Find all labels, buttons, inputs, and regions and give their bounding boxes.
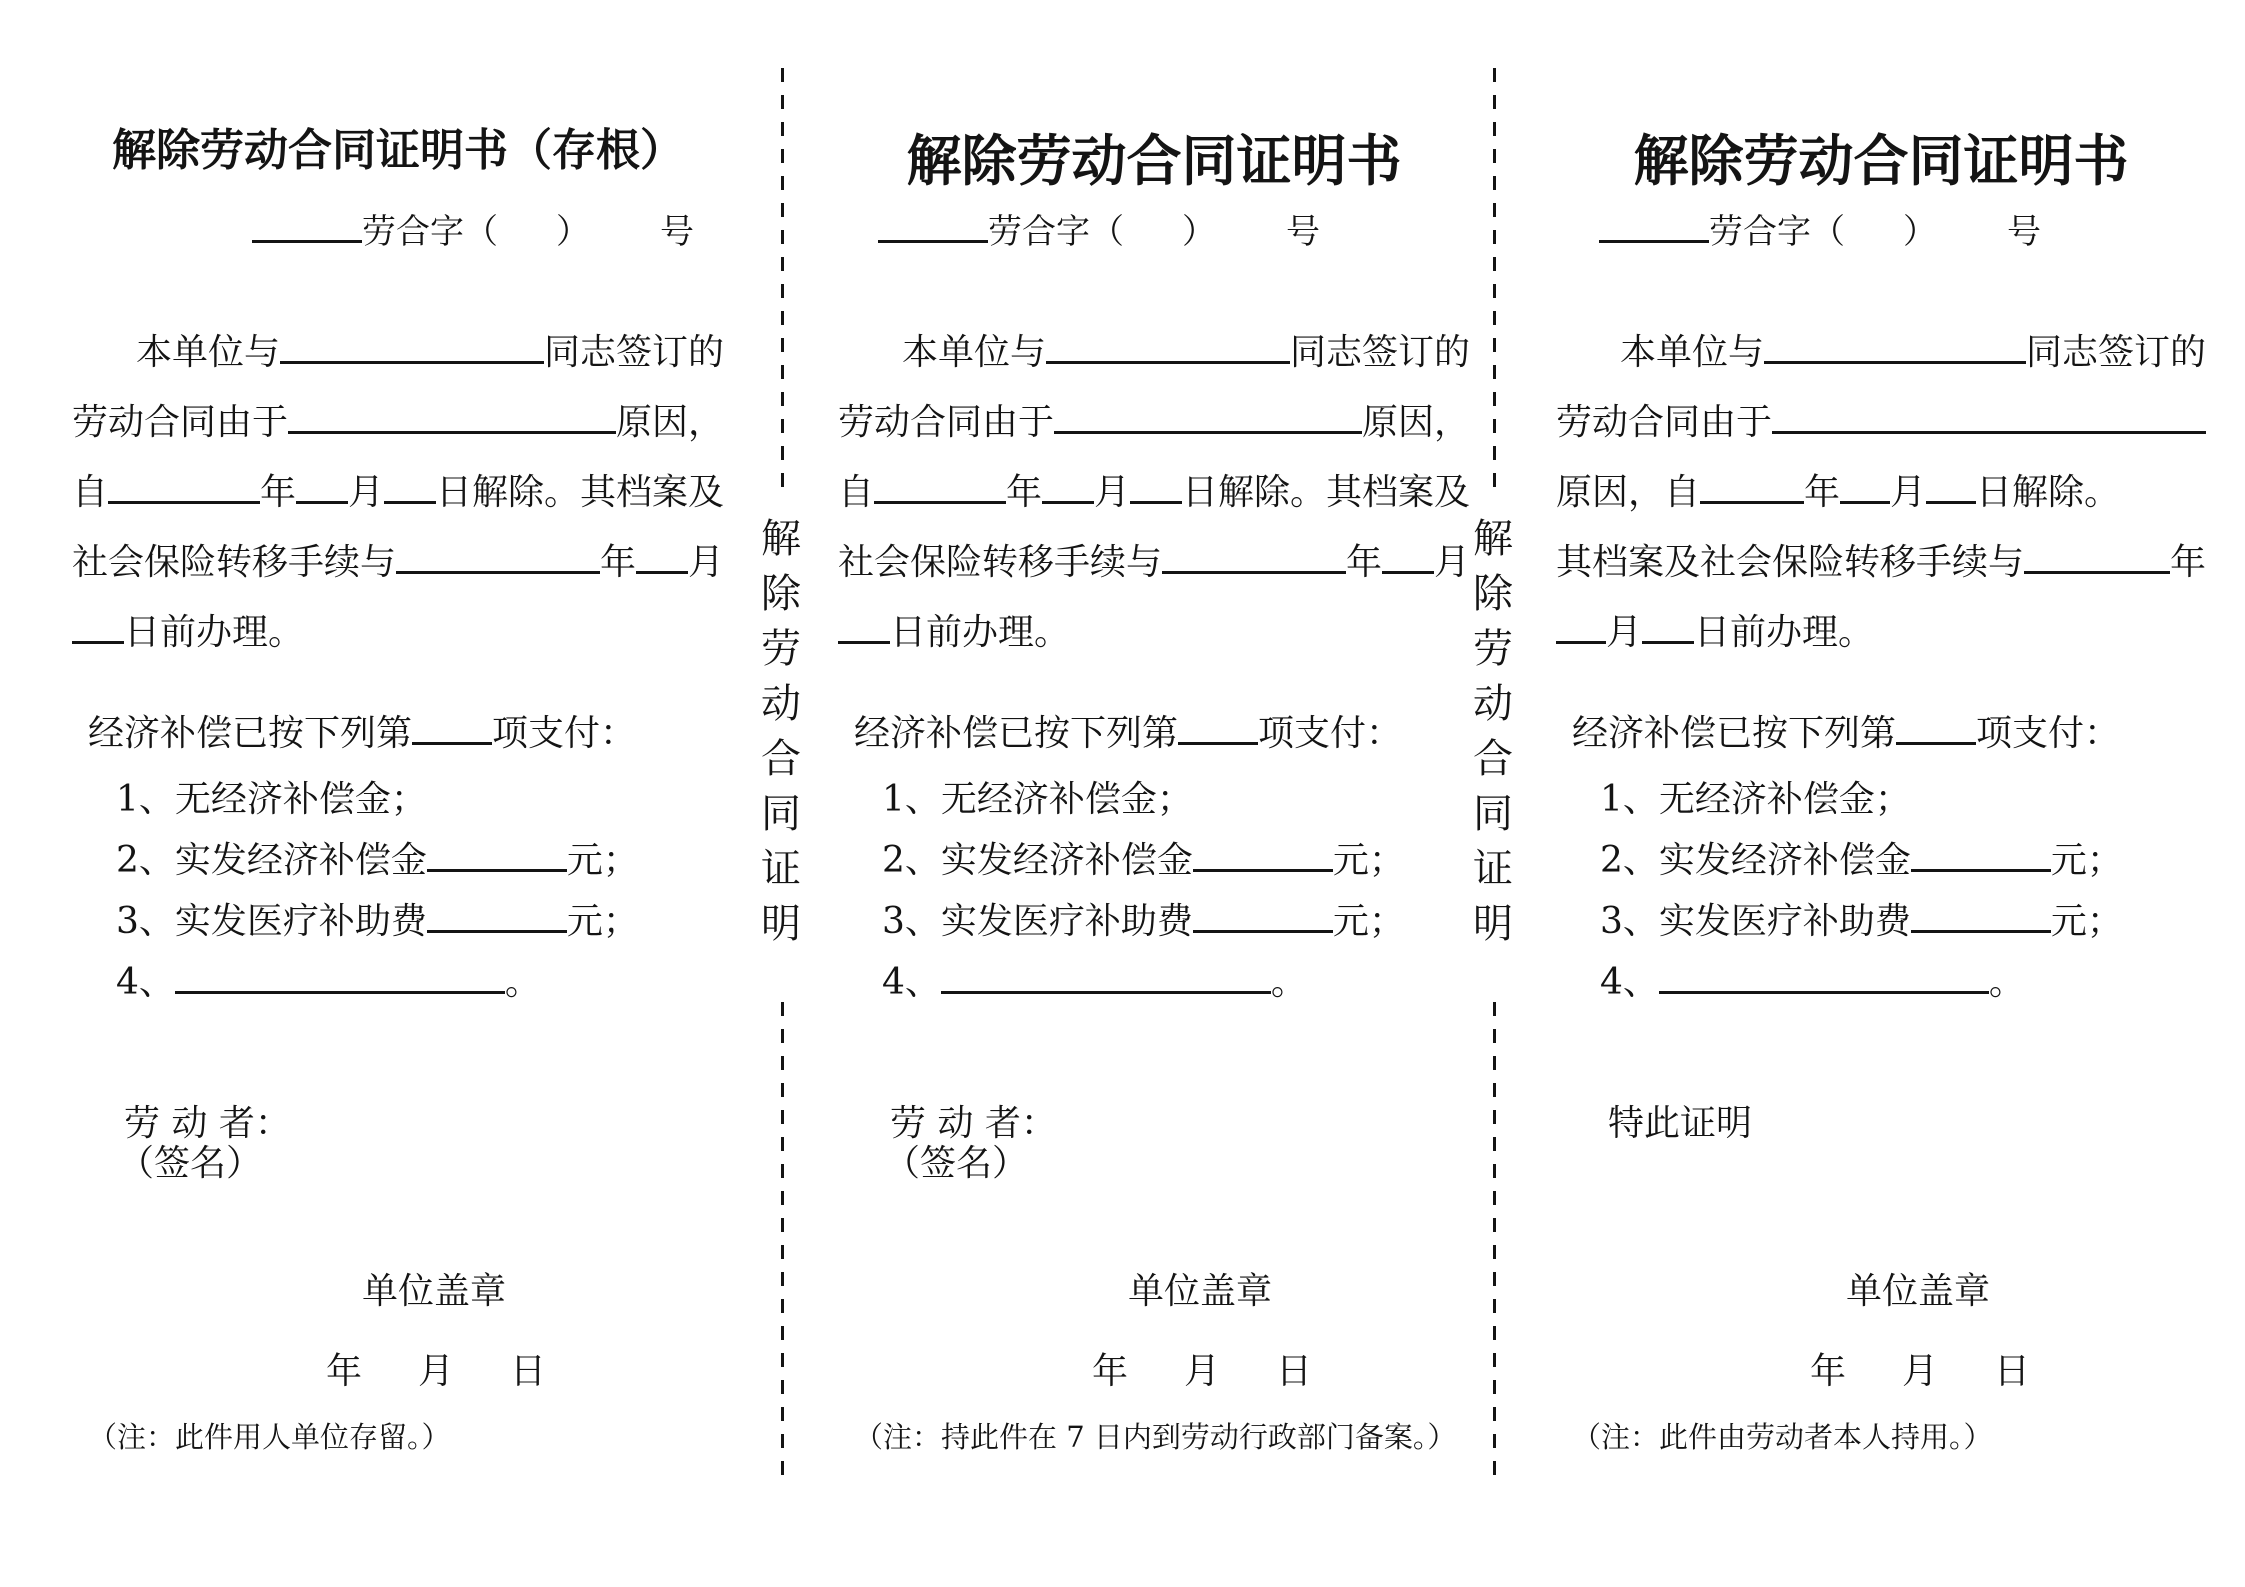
text-segment: 社会保险转移手续与	[838, 542, 1163, 583]
text-segment: 日前办理。	[890, 612, 1071, 653]
compensation-option-3	[1556, 892, 2206, 953]
blank-field[interactable]	[1193, 861, 1333, 872]
compensation-section	[72, 712, 724, 1014]
blank-field[interactable]	[1382, 563, 1434, 574]
text-segment: 年	[1345, 542, 1382, 583]
compensation-option-3	[838, 892, 1470, 953]
date-line	[72, 1350, 546, 1394]
blank-field[interactable]	[1642, 633, 1694, 644]
text-segment: 年	[1804, 472, 1841, 513]
text-segment: 4、	[1600, 962, 1659, 1003]
body-line	[72, 528, 724, 598]
body-line	[1556, 528, 2206, 598]
text-segment: 同志签订的	[2025, 332, 2206, 373]
worker-signature-label: 劳 动 者：	[124, 1103, 291, 1144]
text-segment: 本单位与	[1620, 332, 1765, 373]
body-paragraph	[72, 318, 724, 668]
text-segment: 本单位与	[136, 332, 281, 373]
text-segment: 经济补偿已按下列第	[88, 713, 413, 754]
body-line	[838, 388, 1470, 458]
text-segment: 项支付：	[1976, 713, 2121, 754]
text-segment: 劳合字（	[1709, 212, 1845, 252]
body-line	[72, 388, 724, 458]
compensation-option-4	[72, 953, 724, 1014]
spacer	[1937, 242, 2007, 243]
page-title: 解除劳动合同证明书	[906, 127, 1402, 193]
unit-seal-label: 单位盖章	[1846, 1271, 1991, 1312]
text-segment: 2、实发经济补偿金	[116, 840, 427, 881]
text-segment: 日	[1276, 1351, 1313, 1392]
reference-number-line	[72, 210, 724, 254]
blank-field[interactable]	[2024, 563, 2170, 574]
text-segment: 社会保险转移手续与	[72, 542, 397, 583]
text-segment: 元；	[2050, 840, 2123, 881]
compensation-option-4	[1556, 953, 2206, 1014]
blank-field[interactable]	[1659, 983, 1989, 994]
spacer	[1938, 1382, 1994, 1383]
text-segment: 原因，	[615, 402, 724, 443]
panel-worker-copy	[1556, 0, 2206, 1587]
reference-number-line	[1556, 210, 2206, 254]
spacer	[590, 242, 660, 243]
blank-field[interactable]	[384, 493, 436, 504]
blank-field[interactable]	[1911, 922, 2051, 933]
blank-field[interactable]	[1178, 734, 1258, 745]
text-segment: ）	[1903, 212, 1937, 252]
text-segment: 3、实发医疗补助费	[882, 901, 1193, 942]
text-segment: 年	[2169, 542, 2206, 583]
fold-vertical-caption: 解除劳动合同证明	[1473, 516, 1513, 947]
body-line	[838, 598, 1470, 668]
text-segment: 4、	[116, 962, 175, 1003]
text-segment: 1、无经济补偿金；	[116, 779, 427, 820]
unit-seal-label: 单位盖章	[1128, 1271, 1273, 1312]
text-segment: 日	[510, 1351, 547, 1392]
spacer	[1845, 242, 1903, 243]
fold-dashed-line	[781, 1002, 784, 1478]
blank-field[interactable]	[1130, 493, 1182, 504]
text-segment: 日前办理。	[1694, 612, 1875, 653]
text-segment: 日解除。其档案及	[435, 472, 724, 513]
body-line	[1556, 388, 2206, 458]
page-title: 解除劳动合同证明书（存根）	[112, 125, 684, 177]
text-segment: 。	[1270, 962, 1307, 1003]
text-segment: 月	[1433, 542, 1470, 583]
spacer	[498, 242, 556, 243]
text-segment: 本单位与	[902, 332, 1047, 373]
text-segment: 月	[418, 1351, 455, 1392]
blank-field[interactable]	[1896, 734, 1976, 745]
text-segment: 月	[1902, 1351, 1939, 1392]
body-line	[838, 318, 1470, 388]
compensation-heading	[72, 712, 724, 756]
body-line	[838, 458, 1470, 528]
blank-field[interactable]	[72, 633, 124, 644]
worker-signature-label: 劳 动 者：	[890, 1103, 1057, 1144]
text-segment: 号	[660, 212, 694, 252]
text-segment: 号	[1286, 212, 1320, 252]
text-segment: 月	[687, 542, 724, 583]
text-segment: 原因，自	[1556, 472, 1701, 513]
blank-field[interactable]	[175, 983, 505, 994]
blank-field[interactable]	[874, 493, 1006, 504]
text-segment: 年	[1810, 1351, 1847, 1392]
date-line	[1556, 1350, 2030, 1394]
blank-field[interactable]	[1162, 563, 1346, 574]
text-segment: 劳合字（	[362, 212, 498, 252]
footnote: （注：此件由劳动者本人持用。）	[1572, 1420, 1993, 1454]
text-segment: 日前办理。	[124, 612, 305, 653]
compensation-option-1	[72, 770, 724, 831]
body-line	[838, 528, 1470, 598]
text-segment: 同志签订的	[1289, 332, 1470, 373]
body-line	[1556, 318, 2206, 388]
text-segment: 月	[1184, 1351, 1221, 1392]
blank-field[interactable]	[108, 493, 260, 504]
text-segment: 月	[347, 472, 384, 513]
text-segment: 4、	[882, 962, 941, 1003]
compensation-option-2	[838, 831, 1470, 892]
blank-field[interactable]	[1772, 423, 2206, 434]
text-segment: 原因，	[1361, 402, 1470, 443]
compensation-heading	[1556, 712, 2206, 756]
blank-field[interactable]	[427, 861, 567, 872]
spacer	[362, 1382, 418, 1383]
compensation-option-2	[72, 831, 724, 892]
text-segment: 月	[1606, 612, 1643, 653]
blank-field[interactable]	[838, 633, 890, 644]
text-segment: 元；	[2050, 901, 2123, 942]
text-segment: 元；	[566, 901, 639, 942]
body-line	[72, 598, 724, 668]
compensation-heading	[838, 712, 1470, 756]
date-line	[838, 1350, 1312, 1394]
hereby-certified-label: 特此证明	[1608, 1103, 1753, 1144]
text-segment: 劳动合同由于	[838, 402, 1055, 443]
text-segment: 月	[1890, 472, 1927, 513]
blank-field[interactable]	[427, 922, 567, 933]
text-segment: 年	[1092, 1351, 1129, 1392]
fold-dashed-line	[781, 68, 784, 494]
spacer	[1128, 1382, 1184, 1383]
blank-field[interactable]	[288, 423, 616, 434]
text-segment: 元；	[566, 840, 639, 881]
compensation-option-1	[838, 770, 1470, 831]
text-segment: 元；	[1332, 901, 1405, 942]
blank-field[interactable]	[1926, 493, 1976, 504]
fold-vertical-caption: 解除劳动合同证明	[761, 516, 801, 947]
text-segment: 日解除。其档案及	[1181, 472, 1470, 513]
blank-field[interactable]	[1193, 922, 1333, 933]
blank-field[interactable]	[1556, 633, 1606, 644]
body-line	[1556, 458, 2206, 528]
text-segment: 号	[2007, 212, 2041, 252]
blank-field[interactable]	[412, 734, 492, 745]
spacer	[1216, 242, 1286, 243]
compensation-options	[72, 770, 724, 1014]
text-segment: 2、实发经济补偿金	[1600, 840, 1911, 881]
body-line	[72, 458, 724, 528]
body-paragraph	[1556, 318, 2206, 668]
body-line	[72, 318, 724, 388]
blank-field[interactable]	[1911, 861, 2051, 872]
panel-stub	[72, 0, 724, 1587]
text-segment: 元；	[1332, 840, 1405, 881]
text-segment: 其档案及社会保险转移手续与	[1556, 542, 2025, 583]
text-segment: 。	[1988, 962, 2025, 1003]
blank-field[interactable]	[1042, 493, 1094, 504]
footnote: （注：持此件在 7 日内到劳动行政部门备案。）	[854, 1420, 1457, 1454]
text-segment: 自	[72, 472, 109, 513]
text-segment: 年	[326, 1351, 363, 1392]
text-segment: 2、实发经济补偿金	[882, 840, 1193, 881]
text-segment: 经济补偿已按下列第	[854, 713, 1179, 754]
signature-hint: （签名）	[118, 1143, 263, 1184]
blank-field[interactable]	[878, 232, 988, 243]
blank-field[interactable]	[1046, 353, 1290, 364]
text-segment: 项支付：	[492, 713, 637, 754]
blank-field[interactable]	[1054, 423, 1362, 434]
blank-field[interactable]	[252, 232, 362, 243]
blank-field[interactable]	[1840, 493, 1890, 504]
blank-field[interactable]	[1599, 232, 1709, 243]
blank-field[interactable]	[941, 983, 1271, 994]
compensation-option-1	[1556, 770, 2206, 831]
text-segment: 1、无经济补偿金；	[1600, 779, 1911, 820]
blank-field[interactable]	[1764, 353, 2026, 364]
compensation-option-2	[1556, 831, 2206, 892]
text-segment: 日解除。	[1976, 472, 2121, 513]
body-line	[1556, 598, 2206, 668]
text-segment: 月	[1093, 472, 1130, 513]
fold-dashed-line	[1493, 68, 1496, 494]
text-segment: 年	[599, 542, 636, 583]
text-segment: 劳动合同由于	[72, 402, 289, 443]
text-segment: 。	[504, 962, 541, 1003]
blank-field[interactable]	[296, 493, 348, 504]
text-segment: 劳合字（	[988, 212, 1124, 252]
blank-field[interactable]	[280, 353, 544, 364]
compensation-section	[1556, 712, 2206, 1014]
text-segment: 3、实发医疗补助费	[1600, 901, 1911, 942]
text-segment: 自	[838, 472, 875, 513]
blank-field[interactable]	[636, 563, 688, 574]
text-segment: ）	[556, 212, 590, 252]
text-segment: 年	[259, 472, 296, 513]
text-segment: 1、无经济补偿金；	[882, 779, 1193, 820]
text-segment: 劳动合同由于	[1556, 402, 1773, 443]
blank-field[interactable]	[396, 563, 600, 574]
body-paragraph	[838, 318, 1470, 668]
signature-hint: （签名）	[884, 1143, 1029, 1184]
fold-dashed-line	[1493, 1002, 1496, 1478]
compensation-option-3	[72, 892, 724, 953]
text-segment: 日	[1994, 1351, 2031, 1392]
text-segment: 年	[1005, 472, 1042, 513]
text-segment: 3、实发医疗补助费	[116, 901, 427, 942]
page-title: 解除劳动合同证明书	[1633, 127, 2129, 193]
text-segment: 项支付：	[1258, 713, 1403, 754]
footnote: （注：此件用人单位存留。）	[88, 1420, 451, 1454]
spacer	[454, 1382, 510, 1383]
unit-seal-label: 单位盖章	[362, 1271, 507, 1312]
compensation-options	[838, 770, 1470, 1014]
spacer	[1220, 1382, 1276, 1383]
text-segment: ）	[1182, 212, 1216, 252]
reference-number-line	[838, 210, 1470, 254]
spacer	[1124, 242, 1182, 243]
compensation-option-4	[838, 953, 1470, 1014]
compensation-options	[1556, 770, 2206, 1014]
blank-field[interactable]	[1700, 493, 1804, 504]
text-segment: 同志签订的	[543, 332, 724, 373]
spacer	[1846, 1382, 1902, 1383]
compensation-section	[838, 712, 1470, 1014]
text-segment: 经济补偿已按下列第	[1572, 713, 1897, 754]
panel-labor-bureau-copy	[838, 0, 1470, 1587]
